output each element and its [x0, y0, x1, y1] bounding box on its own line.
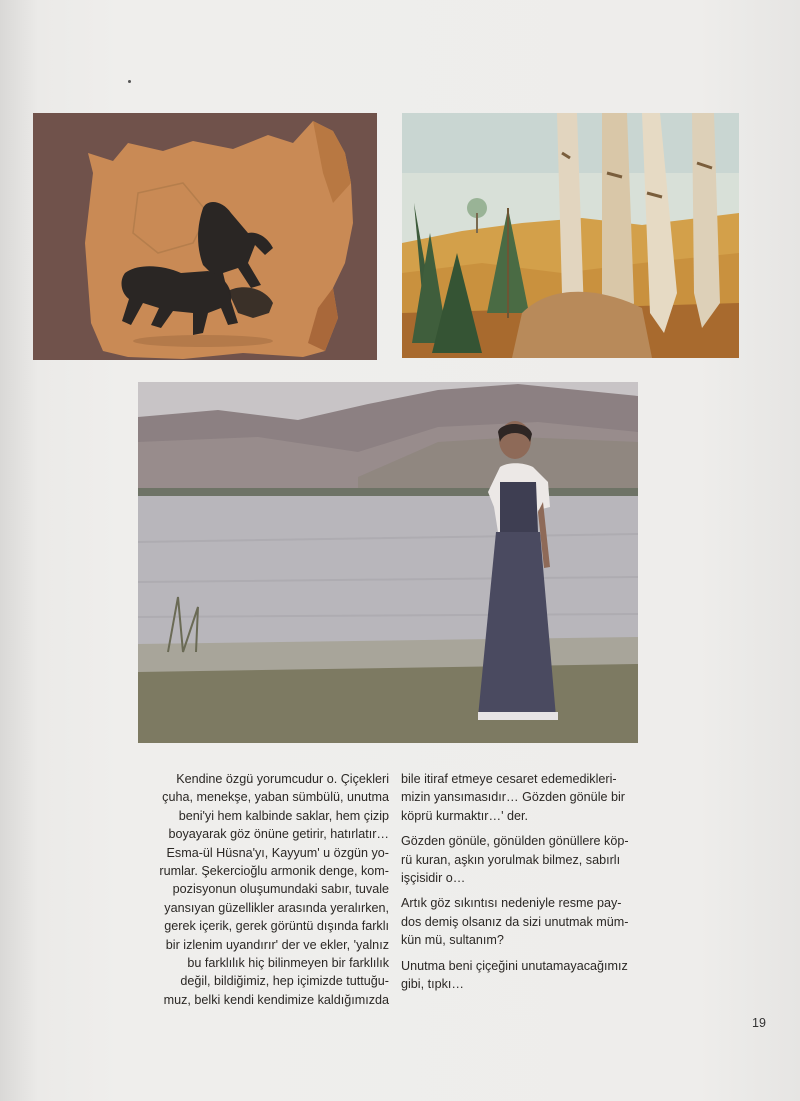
text-line: köprü kurmaktır…' der.	[401, 808, 528, 823]
text-line: pozisyonun oluşumundaki sabır, tuvale	[172, 882, 389, 897]
text-line: bile itiraf etmeye cesaret edemedikleri-	[401, 772, 617, 786]
text-line: muz, belki kendi kendimize kaldığımızda	[163, 992, 389, 1007]
article-left-column	[139, 770, 389, 1016]
text-line: mizin yansımasıdır… Gözden gönüle bir	[401, 790, 625, 805]
text-line: gerek içerik, gerek görüntü dışında farklı	[164, 919, 389, 934]
text-line: boyayarak göz önüne getirir, hatırlatır…	[168, 827, 389, 842]
article-paragraph	[401, 894, 651, 949]
text-line: çuha, menekşe, yaban sümbülü, unutma	[162, 790, 389, 805]
text-line: değil, bildiğimiz, hep içimizde tuttuğu-	[180, 974, 389, 989]
text-line: yansıyan güzellikler arasında yeralırken,	[164, 900, 389, 915]
text-line: gibi, tıpkı…	[401, 977, 464, 992]
text-line: kün mü, sultanım?	[401, 933, 504, 948]
text-line: dos demiş olsanız da sizi unutmak müm-	[401, 914, 629, 929]
text-line: bir izlenim uyandırır' der ve ekler, 'yalnız	[165, 937, 389, 952]
text-line: rumlar. Şekercioğlu armonik denge, kom-	[159, 864, 389, 879]
text-line: işçisidir o…	[401, 871, 466, 886]
article-paragraph	[401, 957, 651, 994]
article-right-column	[401, 770, 651, 1000]
article-paragraph	[401, 832, 651, 887]
text-line: beni'yi hem kalbinde saklar, hem çizip	[178, 808, 389, 823]
article-paragraph	[401, 770, 651, 825]
text-line: Gözden gönüle, gönülden gönüllere köp-	[401, 834, 629, 849]
woman-by-lake-photo	[138, 382, 638, 743]
forest-painting-photo	[402, 113, 739, 358]
leather-artwork-photo	[33, 113, 377, 360]
article-paragraph	[139, 770, 389, 1009]
text-line: Esma-ül Hüsna'yı, Kayyum' u özgün yo-	[166, 845, 389, 860]
page-number: 19	[752, 1016, 766, 1030]
text-line: Kendine özgü yorumcudur o. Çiçekleri	[176, 772, 389, 786]
text-line: Unutma beni çiçeğini unutamayacağımız	[401, 958, 628, 973]
text-line: bu farklılık hiç bilinmeyen bir farklılık	[187, 956, 389, 971]
text-line: Artık göz sıkıntısı nedeniyle resme pay-	[401, 896, 622, 911]
text-line: rü kuran, aşkın yorulmak bilmez, sabırlı	[401, 852, 621, 867]
print-speck	[128, 80, 131, 83]
